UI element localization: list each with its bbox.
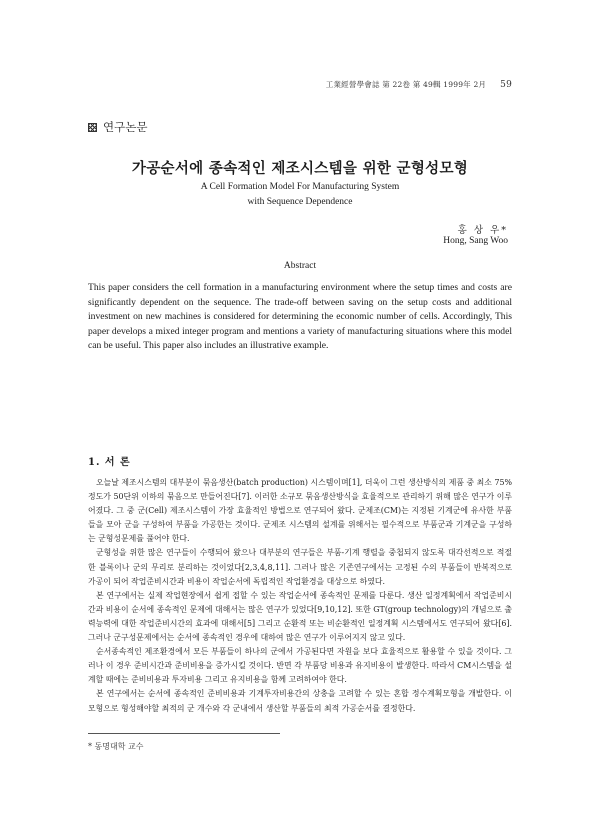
- body-paragraph: 순서종속적인 제조환경에서 모든 부품들이 하나의 군에서 가공된다면 자원을 보다 효율적으로 활용할 수 있을 것이다. 그러나 이 경우 준비시간과 준비비용을 증가시킬 것이다. 반면 각 부품당 비용과 유지비용이 발생한다. 따라서 CM시스템을 설계할 때에는 준비비용과 투자비용 그리고 유지비용을 함께 고려하여야 한다.: [88, 647, 512, 685]
- journal-citation: 工業經營學會誌 第 22卷 第 49輯 1999年 2月: [325, 80, 487, 89]
- footnote-affiliation: * 동명대학 교수: [88, 742, 144, 751]
- footnote-divider: [88, 733, 280, 734]
- introduction-body: [88, 476, 512, 716]
- body-paragraph: 군형성을 위한 많은 연구들이 수행되어 왔으나 대부분의 연구들은 부품-기계 행렬을 중첩되지 않도록 대각선적으로 적절한 블록이나 군의 무리로 분리하는 것이었다[2,3,4,8,11]. 그러나 많은 기존연구에서는 고정된 수의 부품들이 반복적으로 가공이 되어 작업준비시간과 비용이 작업순서에 독립적인 작업환경을 대상으로 하였다.: [88, 548, 512, 586]
- hatched-square-icon: [88, 123, 97, 132]
- section-heading-introduction: 1. 서 론: [88, 457, 131, 468]
- article-type-label: 연구논문: [103, 120, 148, 134]
- article-type-tag: [88, 119, 147, 135]
- page-number: 59: [500, 80, 512, 90]
- title-english: [0, 180, 600, 210]
- title-english-line2: with Sequence Dependence: [247, 197, 353, 207]
- title-english-line1: A Cell Formation Model For Manufacturing System: [200, 182, 400, 192]
- title-korean: 가공순서에 종속적인 제조시스템을 위한 군형성모형: [131, 160, 469, 177]
- author-english: Hong, Sang Woo: [443, 236, 508, 246]
- body-paragraph: 오늘날 제조시스템의 대부분이 묶음생산(batch production) 시스템이며[1], 더욱이 그런 생산방식의 제품 중 최소 75%정도가 50단위 이하의 묶음으로 만들어진다[7]. 이러한 소규모 묶음생산방식을 효율적으로 관리하기 위해 많은 연구가 이루어졌다. 그 중 군(Cell) 제조시스템이 가장 효율적인 방법으로 연구되어 왔다. 군제조(CM)는 지정된 기계군에 유사한 부품들을 모아 군을 구성하여 부품을 가공한는 것이다. 군제조 시스템의 설계를 위해서는 필수적으로 부품군과 기계군을 구성하는 군형성문제를 풀어야 한다.: [88, 478, 512, 544]
- abstract-text: This paper considers the cell formation in a manufacturing environment where the setup times and costs are significantly dependent on the sequence. The trade-off between saving on the setup costs and additional investment on new machines is considered for determining the economic number of cells. Accordingly, This paper develops a mixed integer program and mentions a variety of manufacturing situations where this model can be useful. This paper also includes an illustrative example.: [88, 282, 512, 352]
- abstract-heading: Abstract: [283, 261, 317, 271]
- author-korean: 홍 상 우*: [457, 225, 508, 236]
- running-head: [326, 79, 512, 90]
- body-paragraph: 본 연구에서는 실제 작업현장에서 쉽게 접할 수 있는 작업순서에 종속적인 문제를 다룬다. 생산 일정계획에서 작업준비시간과 비용이 순서에 종속적인 문제에 대해서는 많은 연구가 있었다[9,10,12]. 또한 GT(group technology)의 개념으로 출력능력에 대한 작업준비시간의 효과에 대해서[5] 그리고 순환적 또는 비순환적인 일정계획 시스템에서도 연구되어 왔다[6]. 그러나 군구성문제에서는 순서에 종속적인 경우에 대하여 많은 연구가 이루어지지 않고 있다.: [88, 590, 512, 643]
- body-paragraph: 본 연구에서는 순서에 종속적인 준비비용과 기계투자비용간의 상충을 고려할 수 있는 혼합 정수계획모형을 개발한다. 이 모형으로 형성해야할 최적의 군 개수와 각 군내에서 생산할 부품들의 최적 가공순서를 결정한다.: [88, 689, 512, 713]
